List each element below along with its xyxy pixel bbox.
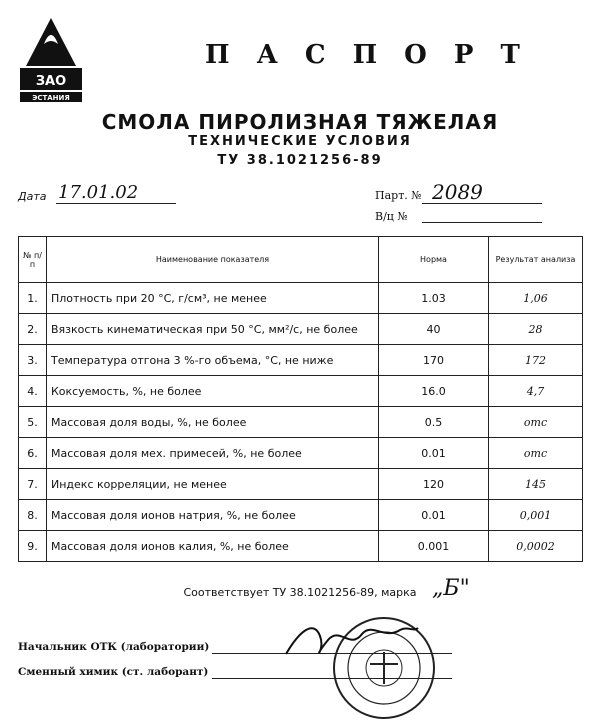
parameter-name: Температура отгона 3 %-го объема, °С, не ниже <box>47 345 379 376</box>
norm-value: 40 <box>379 314 489 345</box>
norm-value: 16.0 <box>379 376 489 407</box>
header-num: № п/п <box>19 237 47 283</box>
result-value: 28 <box>489 314 583 345</box>
result-value: 4,7 <box>489 376 583 407</box>
norm-value: 0.001 <box>379 531 489 562</box>
row-number: 3. <box>19 345 47 376</box>
table-row <box>19 376 583 407</box>
tank-underline <box>422 222 542 223</box>
date-label: Дата <box>18 190 47 203</box>
table-row <box>19 314 583 345</box>
result-value: 0,001 <box>489 500 583 531</box>
parameter-name: Массовая доля ионов калия, %, не более <box>47 531 379 562</box>
date-underline <box>56 203 176 204</box>
parameter-name: Плотность при 20 °С, г/см³, не менее <box>47 283 379 314</box>
handwritten-signature <box>280 610 420 670</box>
header-name: Наименование показателя <box>47 237 379 283</box>
norm-value: 0.5 <box>379 407 489 438</box>
lot-underline <box>422 203 542 204</box>
result-value: отс <box>489 438 583 469</box>
norm-value: 0.01 <box>379 500 489 531</box>
standard-number: ТУ 38.1021256-89 <box>217 153 383 168</box>
parameter-name: Коксуемость, %, не более <box>47 376 379 407</box>
row-number: 7. <box>19 469 47 500</box>
table-row <box>19 500 583 531</box>
table-header-row <box>19 237 583 283</box>
parameter-name: Вязкость кинематическая при 50 °С, мм²/с, не более <box>47 314 379 345</box>
otk-signature-label: Начальник ОТК (лаборатории) <box>18 641 210 653</box>
table-row <box>19 469 583 500</box>
table-row <box>19 407 583 438</box>
company-logo <box>14 14 88 106</box>
row-number: 1. <box>19 283 47 314</box>
parameter-name: Индекс корреляции, не менее <box>47 469 379 500</box>
norm-value: 120 <box>379 469 489 500</box>
product-name: СМОЛА ПИРОЛИЗНАЯ ТЯЖЕЛАЯ <box>101 110 499 134</box>
conformity-statement: Соответствует ТУ 38.1021256-89, марка <box>183 586 417 599</box>
header-result: Результат анализа <box>489 237 583 283</box>
svg-text:ЭСТАНИЯ: ЭСТАНИЯ <box>32 94 70 102</box>
table-row <box>19 438 583 469</box>
result-value: 0,0002 <box>489 531 583 562</box>
grade-mark: „Б" <box>432 576 470 601</box>
table-row <box>19 531 583 562</box>
lot-value: 2089 <box>432 180 483 204</box>
conditions-heading: ТЕХНИЧЕСКИЕ УСЛОВИЯ <box>188 134 412 149</box>
row-number: 9. <box>19 531 47 562</box>
svg-text:ЗАО: ЗАО <box>35 74 67 89</box>
result-value: 172 <box>489 345 583 376</box>
row-number: 2. <box>19 314 47 345</box>
result-value: 1,06 <box>489 283 583 314</box>
parameters-table <box>18 236 583 562</box>
row-number: 6. <box>19 438 47 469</box>
norm-value: 170 <box>379 345 489 376</box>
chemist-signature-label: Сменный химик (ст. лаборант) <box>18 666 209 678</box>
row-number: 5. <box>19 407 47 438</box>
parameter-name: Массовая доля мех. примесей, %, не более <box>47 438 379 469</box>
header-norm: Норма <box>379 237 489 283</box>
result-value: отс <box>489 407 583 438</box>
parameter-name: Массовая доля воды, %, не более <box>47 407 379 438</box>
document-title: П А С П О Р Т <box>205 40 529 70</box>
result-value: 145 <box>489 469 583 500</box>
norm-value: 0.01 <box>379 438 489 469</box>
tank-label: В/ц № <box>375 210 408 223</box>
table-row <box>19 345 583 376</box>
date-value: 17.01.02 <box>58 182 139 203</box>
norm-value: 1.03 <box>379 283 489 314</box>
row-number: 8. <box>19 500 47 531</box>
parameter-name: Массовая доля ионов натрия, %, не более <box>47 500 379 531</box>
lot-label: Парт. № <box>375 189 422 202</box>
table-row <box>19 283 583 314</box>
row-number: 4. <box>19 376 47 407</box>
